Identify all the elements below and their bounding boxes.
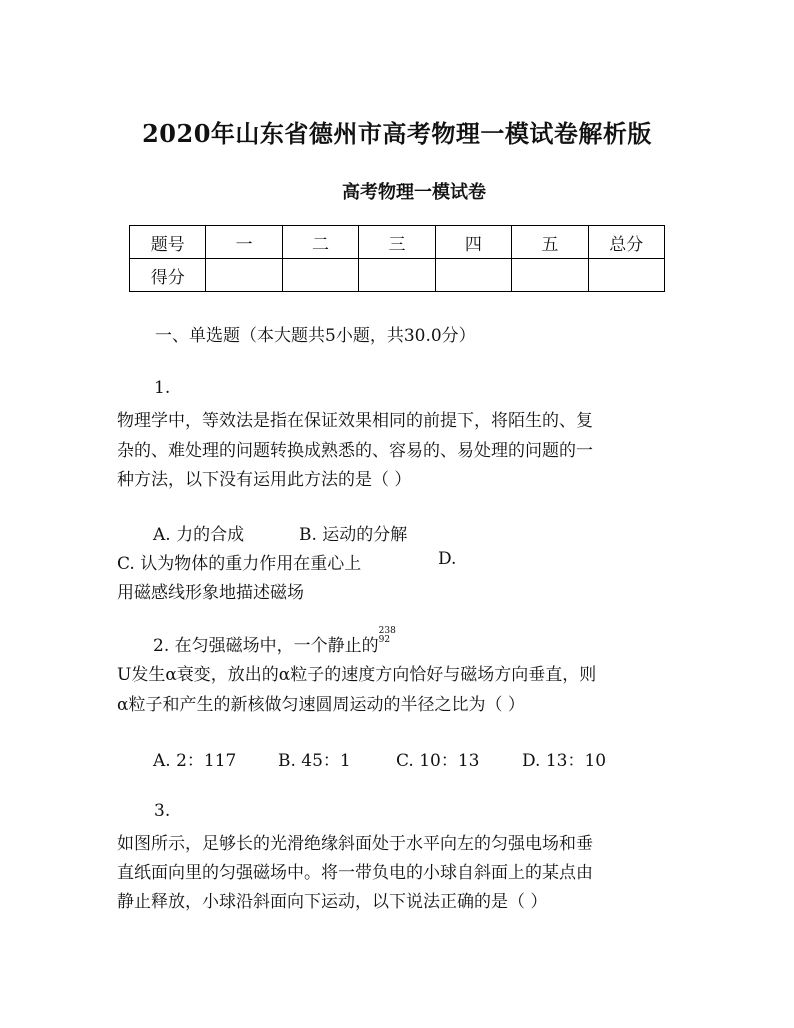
score-cell [512, 259, 588, 292]
isotope-label [379, 627, 396, 645]
question-text-line: 静止释放，小球沿斜面向下运动，以下说法正确的是（ ） [117, 892, 548, 912]
option-d-text: 用磁感线形象地描述磁场 [117, 583, 304, 603]
question-text-line: 种方法，以下没有运用此方法的是（ ） [117, 470, 412, 490]
question-text-line: 物理学中，等效法是指在保证效果相同的前提下，将陌生的、复 [117, 411, 593, 431]
isotope-mass-number: 238 [378, 626, 396, 636]
option-d: D. [438, 549, 457, 569]
question-text-line: α粒子和产生的新核做匀速圆周运动的半径之比为（ ） [117, 695, 525, 715]
option-d: D. 13：10 [522, 751, 607, 771]
option-c: C. 认为物体的重力作用在重心上 [117, 554, 362, 574]
option-a: A. 力的合成 [153, 525, 245, 545]
question-text-line: U发生α衰变，放出的α粒子的速度方向恰好与磁场方向垂直，则 [117, 665, 597, 685]
score-header-cell: 题号 [130, 226, 206, 259]
document-title: 2020年山东省德州市高考物理一模试卷解析版 [142, 119, 652, 148]
question-lead-text: 2. 在匀强磁场中，一个静止的 [153, 636, 379, 656]
score-row-label: 得分 [130, 259, 206, 292]
score-header-cell: 二 [282, 226, 358, 259]
score-table-header-row [130, 226, 665, 259]
section-header: 一、单选题（本大题共5小题，共30.0分） [155, 326, 476, 346]
score-cell [282, 259, 358, 292]
question-number: 1. [154, 378, 171, 398]
score-cell [435, 259, 511, 292]
question-number: 3. [154, 801, 171, 821]
score-cell [359, 259, 435, 292]
question-text-line: 直纸面向里的匀强磁场中。将一带负电的小球自斜面上的某点由 [117, 863, 593, 883]
question-text-line [153, 626, 396, 656]
option-b: B. 运动的分解 [299, 525, 408, 545]
option-b: B. 45：1 [278, 751, 351, 771]
question-text-line: 杂的、难处理的问题转换成熟悉的、容易的、易处理的问题的一 [117, 441, 593, 461]
score-header-cell: 五 [512, 226, 588, 259]
score-header-cell: 四 [435, 226, 511, 259]
score-cell [206, 259, 282, 292]
option-c: C. 10：13 [396, 751, 480, 771]
score-header-cell: 三 [359, 226, 435, 259]
isotope-atomic-number: 92 [378, 635, 391, 645]
option-a: A. 2：117 [153, 751, 237, 771]
score-table-score-row [130, 259, 665, 292]
score-header-cell: 总分 [588, 226, 664, 259]
score-table [129, 225, 665, 292]
question-text-line: 如图所示，足够长的光滑绝缘斜面处于水平向左的匀强电场和垂 [117, 834, 593, 854]
document-subtitle: 高考物理一模试卷 [342, 182, 486, 203]
score-cell [588, 259, 664, 292]
score-header-cell: 一 [206, 226, 282, 259]
